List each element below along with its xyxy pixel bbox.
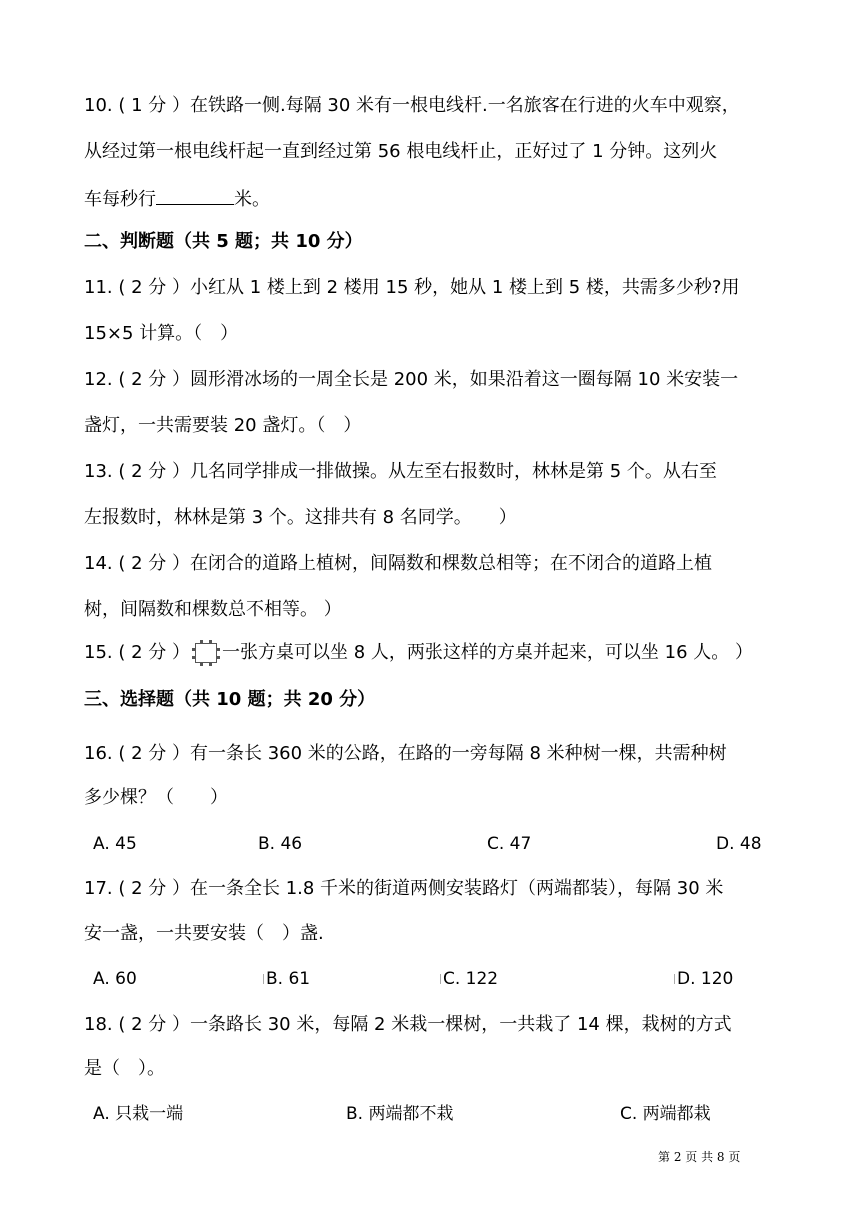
q17-option-c: C. 122	[443, 969, 499, 989]
divider-tick	[263, 974, 264, 984]
q14-line2: 树，间隔数和棵数总不相等。 ）	[84, 599, 342, 620]
q16-line2: 多少棵？（ ）	[84, 787, 228, 808]
q10-line3-unit: 米。	[234, 189, 270, 210]
q17-option-a: A. 60	[93, 969, 137, 989]
q18-line1: 18. ( 2 分 ）一条路长 30 米，每隔 2 米栽一棵树，一共栽了 14 棵，栽树的方式	[84, 1014, 732, 1035]
q16-line1: 16. ( 2 分 ）有一条长 360 米的公路，在路的一旁每隔 8 米种树一棵，共需种树	[84, 743, 727, 764]
answer-blank	[156, 186, 234, 205]
q16-option-b: B. 46	[258, 834, 303, 854]
q18-line2: 是（ ）。	[84, 1058, 165, 1079]
q12-line1: 12. ( 2 分 ）圆形滑冰场的一周全长是 200 米，如果沿着这一圈每隔 10 米安装一	[84, 369, 739, 390]
q17-option-d: D. 120	[677, 969, 734, 989]
q10-line1: 10. ( 1 分 ）在铁路一侧.每隔 30 米有一根电线杆.一名旅客在行进的火车中观察，	[84, 95, 740, 116]
q11-line2: 15×5 计算。（ ）	[84, 323, 239, 344]
divider-tick	[440, 974, 441, 984]
section-heading-choice: 三、选择题（共 10 题；共 20 分）	[84, 689, 376, 710]
q14-line1: 14. ( 2 分 ）在闭合的道路上植树，间隔数和棵数总相等；在不闭合的道路上植	[84, 553, 712, 574]
q13-line1: 13. ( 2 分 ）几名同学排成一排做操。从左至右报数时，林林是第 5 个。从右至	[84, 461, 717, 482]
q11-line1: 11. ( 2 分 ）小红从 1 楼上到 2 楼用 15 秒，她从 1 楼上到 5 楼，共需多少秒?用	[84, 277, 740, 298]
q15-text: 一张方桌可以坐 8 人，两张这样的方桌并起来，可以坐 16 人。 ）	[222, 642, 753, 663]
q16-option-a: A. 45	[93, 834, 137, 854]
q16-option-c: C. 47	[487, 834, 532, 854]
q15-line	[84, 640, 753, 666]
square-table-icon	[192, 640, 220, 666]
q13-line2: 左报数时，林林是第 3 个。这排共有 8 名同学。 ）	[84, 507, 517, 528]
q17-option-b: B. 61	[266, 969, 311, 989]
q18-option-b: B. 两端都不栽	[346, 1104, 454, 1124]
q10-line3-text: 车每秒行	[84, 189, 156, 210]
section-heading-judgment: 二、判断题（共 5 题；共 10 分）	[84, 231, 363, 252]
q12-line2: 盏灯，一共需要装 20 盏灯。（ ）	[84, 415, 362, 436]
q10-line3	[84, 186, 270, 212]
divider-tick	[674, 974, 675, 984]
q17-line2: 安一盏，一共要安装（ ）盏.	[84, 923, 324, 944]
q15-prefix: 15. ( 2 分 ）	[84, 642, 190, 663]
q17-line1: 17. ( 2 分 ）在一条全长 1.8 千米的街道两侧安装路灯（两端都装），每隔 30 米	[84, 878, 724, 899]
q16-option-d: D. 48	[716, 834, 762, 854]
q18-option-c: C. 两端都栽	[620, 1104, 711, 1124]
q10-line2: 从经过第一根电线杆起一直到经过第 56 根电线杆止，正好过了 1 分钟。这列火	[84, 141, 718, 162]
page-footer: 第 2 页 共 8 页	[658, 1150, 741, 1164]
q18-option-a: A. 只栽一端	[93, 1104, 184, 1124]
